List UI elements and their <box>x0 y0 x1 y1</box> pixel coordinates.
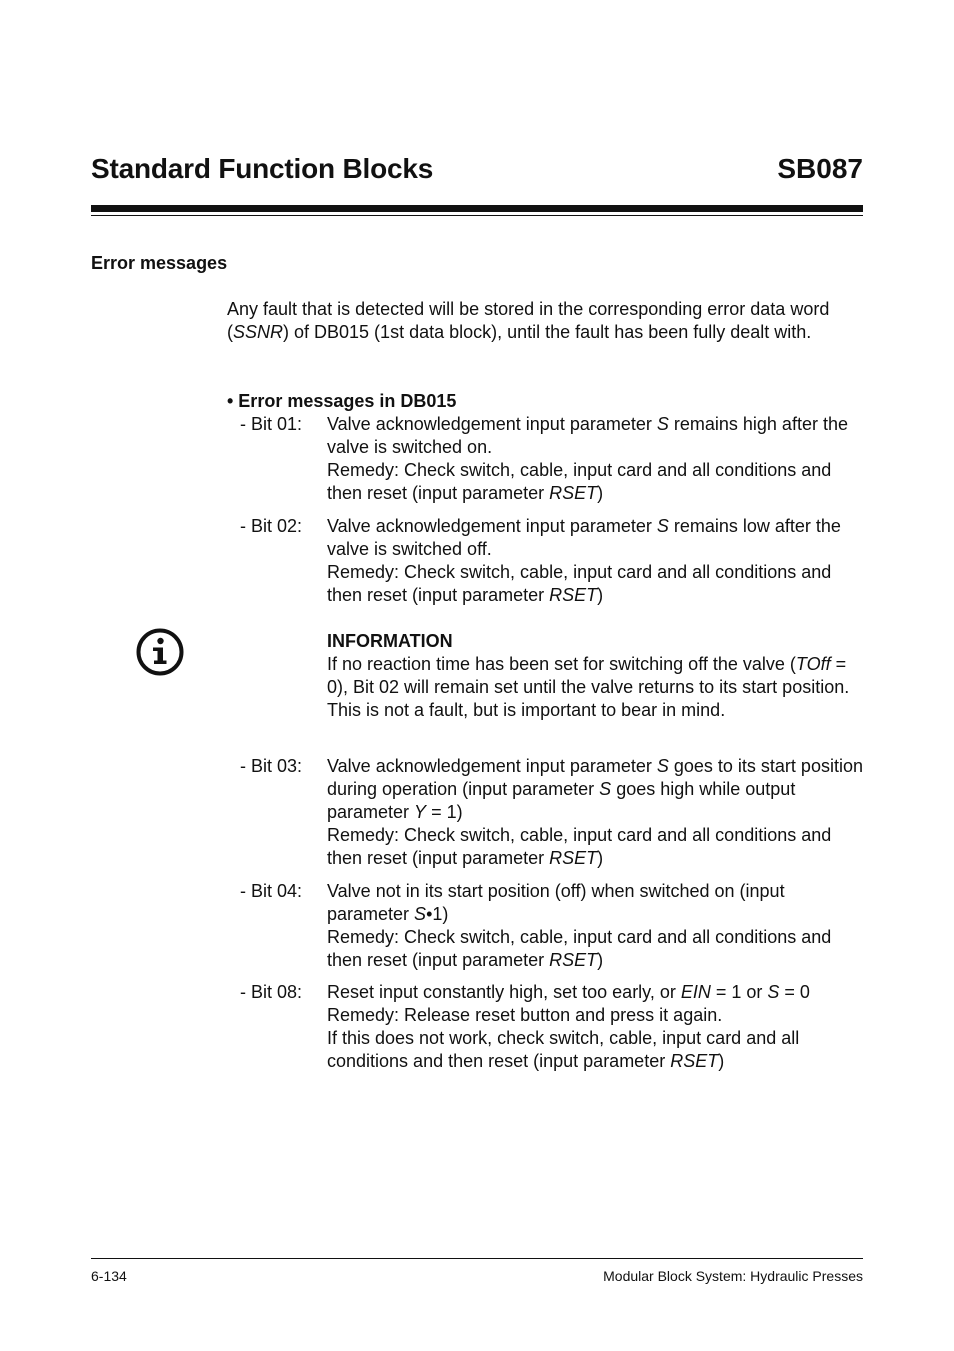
bit-label: - Bit 02: <box>240 516 303 536</box>
page-title: Standard Function Blocks <box>91 153 434 184</box>
bit-label: - Bit 04: <box>240 881 303 901</box>
block-code: SB087 <box>777 153 863 184</box>
page-number: 6-134 <box>91 1268 127 1284</box>
bullet-heading: • Error messages in DB015 <box>227 391 457 411</box>
bit-description: Valve acknowledgement input parameter S remains low after the valve is switched off. Remedy: Check switch, cable, input card and all conditions and then reset (input parameter RSET) <box>327 516 841 605</box>
header-rule-thin <box>91 215 863 216</box>
bit-label: - Bit 08: <box>240 982 303 1002</box>
document-title: Modular Block System: Hydraulic Presses <box>603 1268 863 1284</box>
bit-label: - Bit 01: <box>240 414 303 434</box>
information-icon <box>136 628 184 676</box>
bit-description: Valve acknowledgement input parameter S goes to its start position during operation (input parameter S goes high while output parameter Y = 1) Remedy: Check switch, cable, input card and all conditions and then reset (input parameter RSET) <box>327 756 863 868</box>
information-note: INFORMATION If no reaction time has been set for switching off the valve (TOff = 0), Bit 02 will remain set until the valve returns to its start position. This is not a fault, but is important to bear in mind. <box>327 630 867 722</box>
intro-paragraph: Any fault that is detected will be stored in the corresponding error data word (SSNR) of DB015 (1st data block), until the fault has been fully dealt with. <box>227 299 830 342</box>
header-rule-thick <box>91 205 863 212</box>
footer-rule <box>91 1258 863 1259</box>
bit-label: - Bit 03: <box>240 756 303 776</box>
section-heading: Error messages <box>91 253 228 273</box>
bit-description: Valve not in its start position (off) when switched on (input parameter S•1) Remedy: Check switch, cable, input card and all conditions and then reset (input parameter RSET) <box>327 881 832 970</box>
information-heading: INFORMATION <box>327 631 453 651</box>
bit-description: Valve acknowledgement input parameter S remains high after the valve is switched on. Remedy: Check switch, cable, input card and all conditions and then reset (input parameter RSET) <box>327 414 848 503</box>
bit-description: Reset input constantly high, set too early, or EIN = 1 or S = 0 Remedy: Release reset button and press it again. If this does not work, check switch, cable, input card and all conditions and then reset (input parameter RSET) <box>327 982 810 1071</box>
